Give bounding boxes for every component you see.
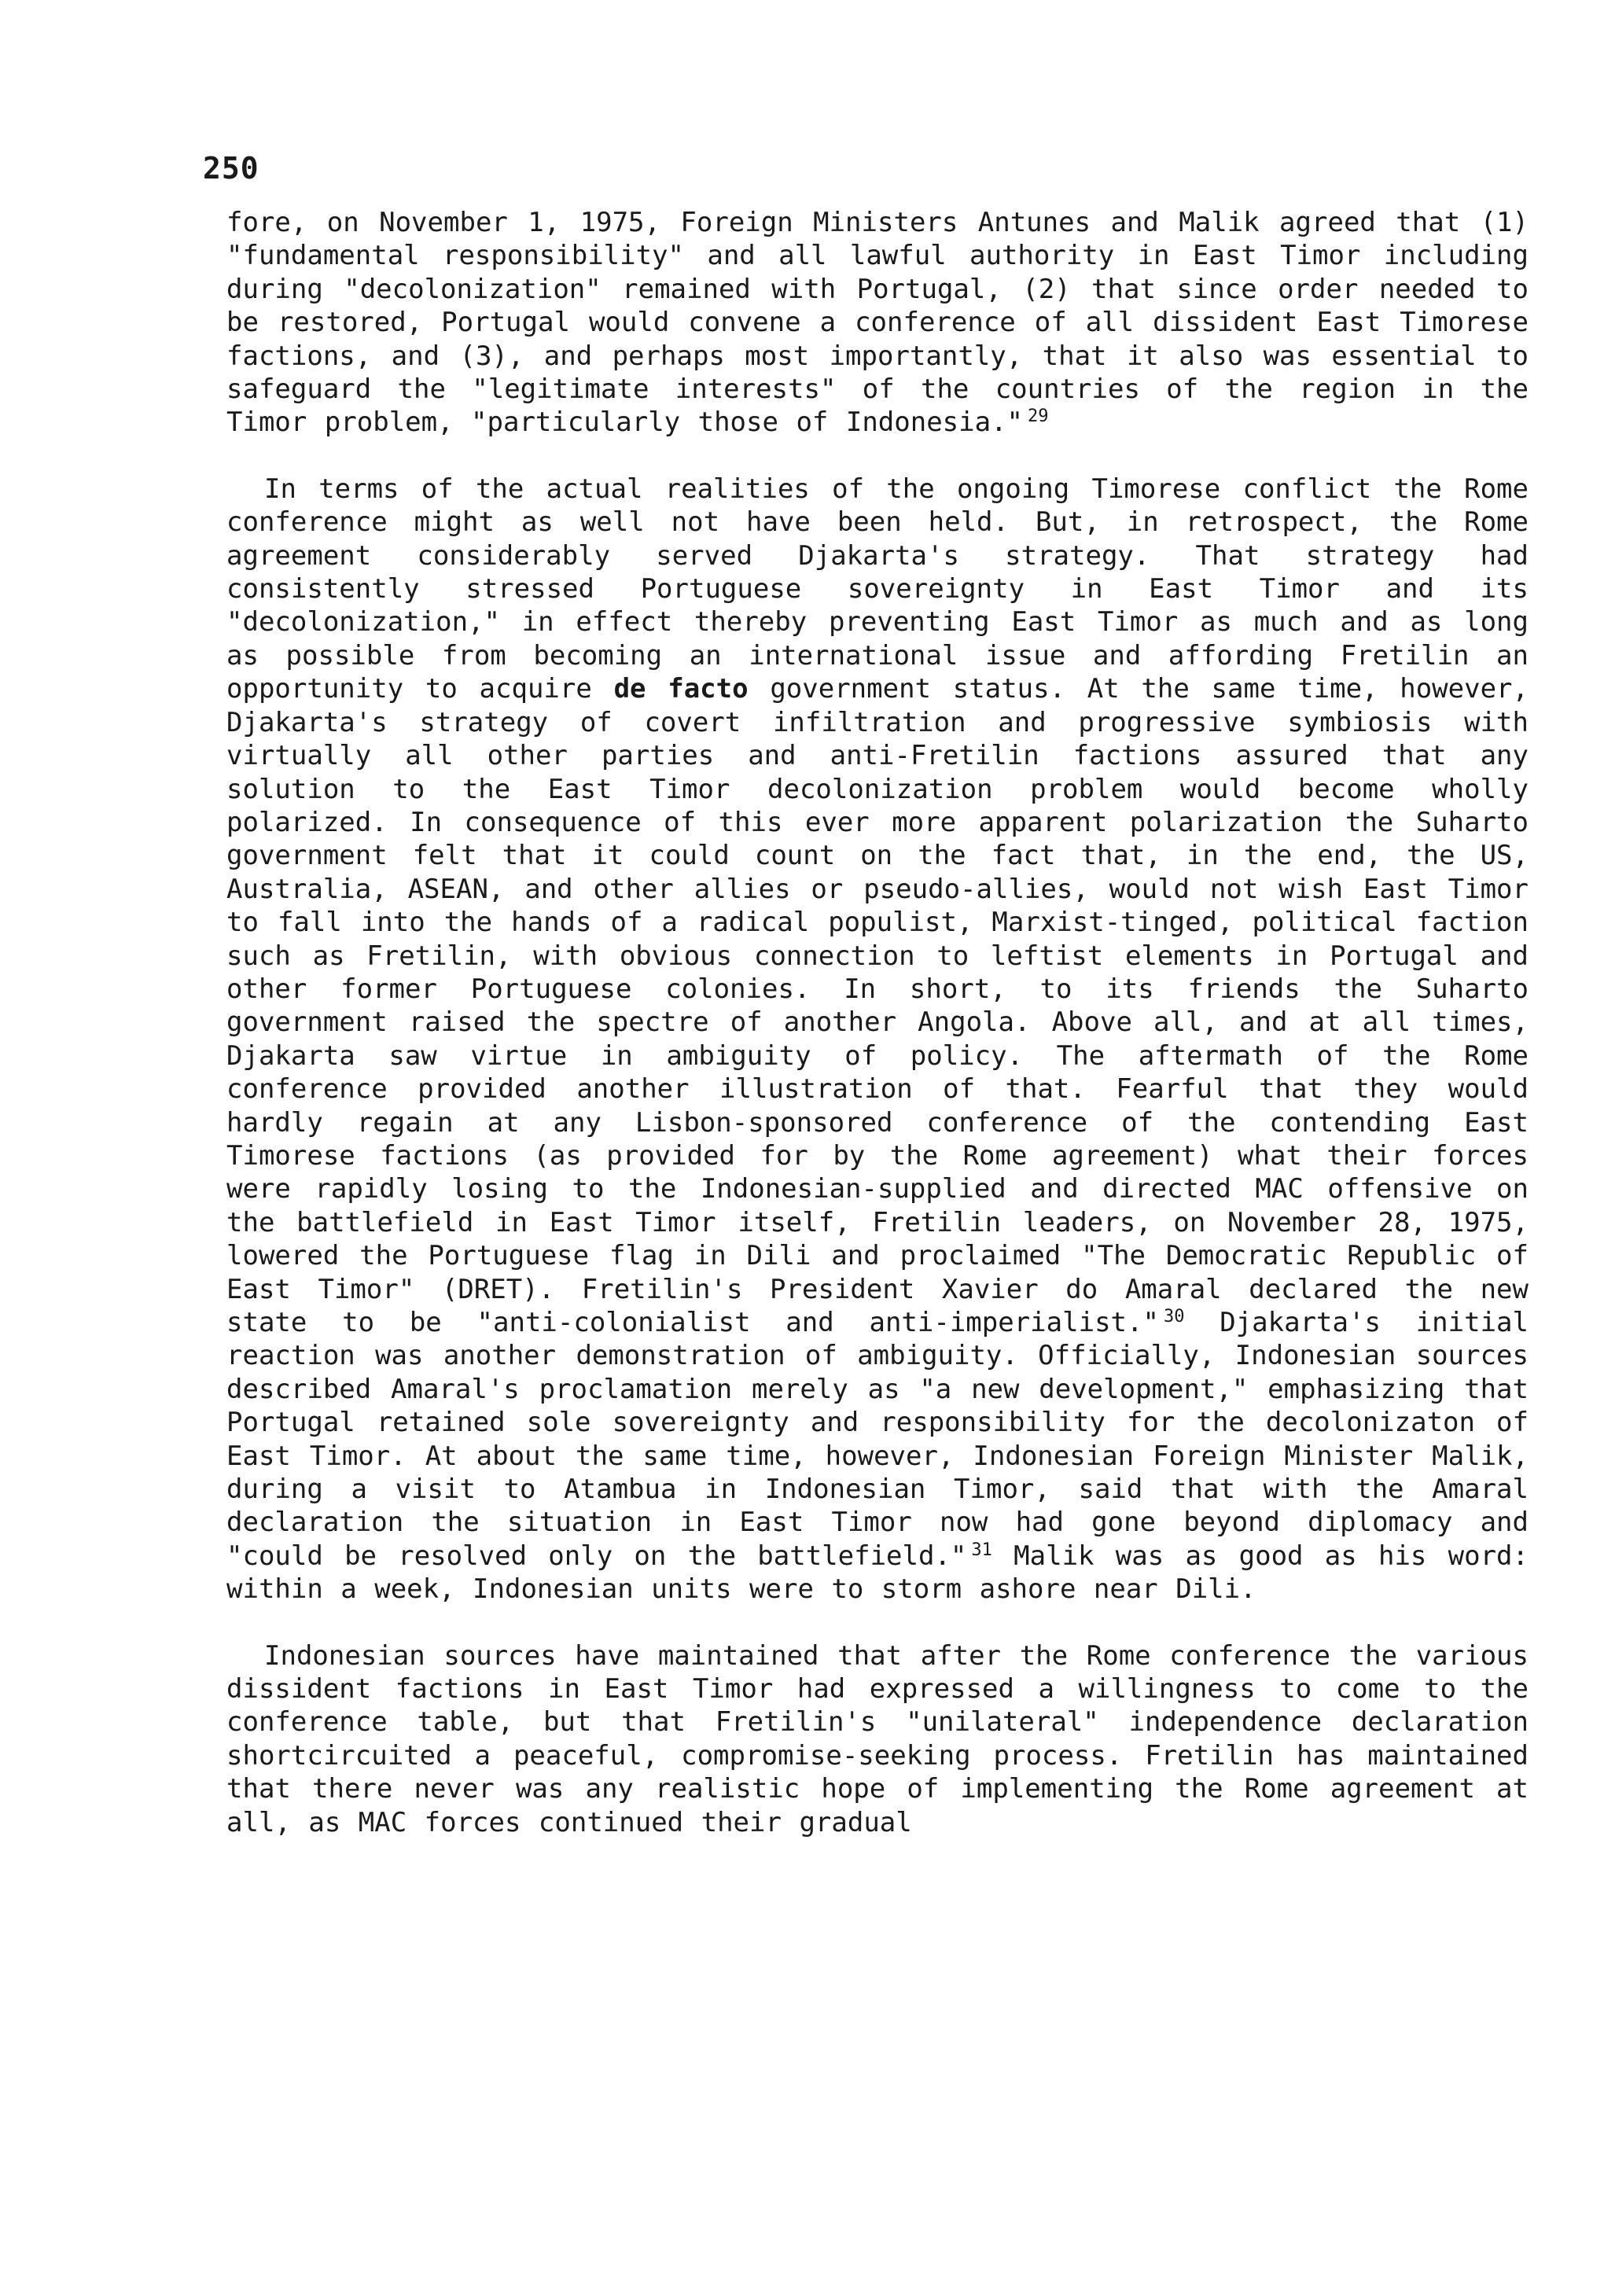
footnote-marker: 31: [971, 1540, 992, 1560]
footnote-marker: 30: [1163, 1306, 1185, 1326]
body-text: [226, 206, 1529, 1839]
footnote-marker: 29: [1028, 407, 1049, 427]
page-number: 250: [203, 151, 259, 186]
emphasis-text: de facto: [613, 673, 749, 705]
paragraph-rome-conference: [226, 473, 1529, 1606]
paragraph-continuation: [226, 206, 1529, 440]
text-segment: Malik was as good as his word: within a week, Indonesian units were to storm ashore near Dili.: [226, 1540, 1529, 1606]
text-segment: government status. At the same time, however, Djakarta's strategy of covert infiltration and progressive symbiosis with virtually all other parties and anti-Fretilin factions assured that any solution to the East Timor decolonization problem would become wholly polarized. In consequence of this ever more apparent polarization the Suharto government felt that it could count on the fact that, in the end, the US, Australia, ASEAN, and other allies or pseudo-allies, would not wish East Timor to fall into the hands of a radical populist, Marxist-tinged, political faction such as Fretilin, with obvious connection to leftist elements in Portugal and other former Portuguese colonies. In short, to its friends the Suharto government raised the spectre of another Angola. Above all, and at all times, Djakarta saw virtue in ambiguity of policy. The aftermath of the Rome conference provided another illustration of that. Fearful that they would hardly regain at any Lisbon-sponsored conference of the contending East Timorese factions (as provided for by the Rome agreement) what their forces were rapidly losing to the Indonesian-supplied and directed MAC offensive on the battlefield in East Timor itself, Fretilin leaders, on November 28, 1975, lowered the Portuguese flag in Dili and proclaimed "The Democratic Republic of East Timor" (DRET). Fretilin's President Xavier do Amaral declared the new state to be "anti-colonialist and anti-imperialist.": [226, 673, 1529, 1338]
text-segment: Indonesian sources have maintained that after the Rome conference the various dissident factions in East Timor had expressed a willingness to come to the conference table, but that Fretilin's "unilateral" independence declaration shortcircuited a peaceful, compromise-seeking process. Fretilin has maintained that there never was any realistic hope of implementing the Rome agreement at all, as MAC forces continued their gradual: [226, 1639, 1529, 1838]
text-segment: In terms of the actual realities of the ongoing Timorese conflict the Rome conference might as well not have been held. But, in retrospect, the Rome agreement considerably served Djakarta's strategy. That strategy had consistently stressed Portuguese sovereignty in East Timor and its "decolonization," in effect thereby preventing East Timor as much and as long as possible from becoming an international issue and affording Fretilin an opportunity to acquire: [226, 473, 1529, 705]
paragraph-indonesian-sources: [226, 1639, 1529, 1839]
text-segment: fore, on November 1, 1975, Foreign Ministers Antunes and Malik agreed that (1) "fundamental responsibility" and all lawful authority in East Timor including during "decolonization" remained with Portugal, (2) that since order needed to be restored, Portugal would convene a conference of all dissident East Timorese factions, and (3), and perhaps most importantly, that it also was essential to safeguard the "legitimate interests" of the countries of the region in the Timor problem, "particularly those of Indonesia.": [226, 207, 1529, 439]
text-segment: Djakarta's initial reaction was another demonstration of ambiguity. Officially, Indonesian sources described Amaral's proclamation merely as "a new development," emphasizing that Portugal retained sole sovereignty and responsibility for the decolonizaton of East Timor. At about the same time, however, Indonesian Foreign Minister Malik, during a visit to Atambua in Indonesian Timor, said that with the Amaral declaration the situation in East Timor now had gone beyond diplomacy and "could be resolved only on the battlefield.": [226, 1307, 1529, 1572]
